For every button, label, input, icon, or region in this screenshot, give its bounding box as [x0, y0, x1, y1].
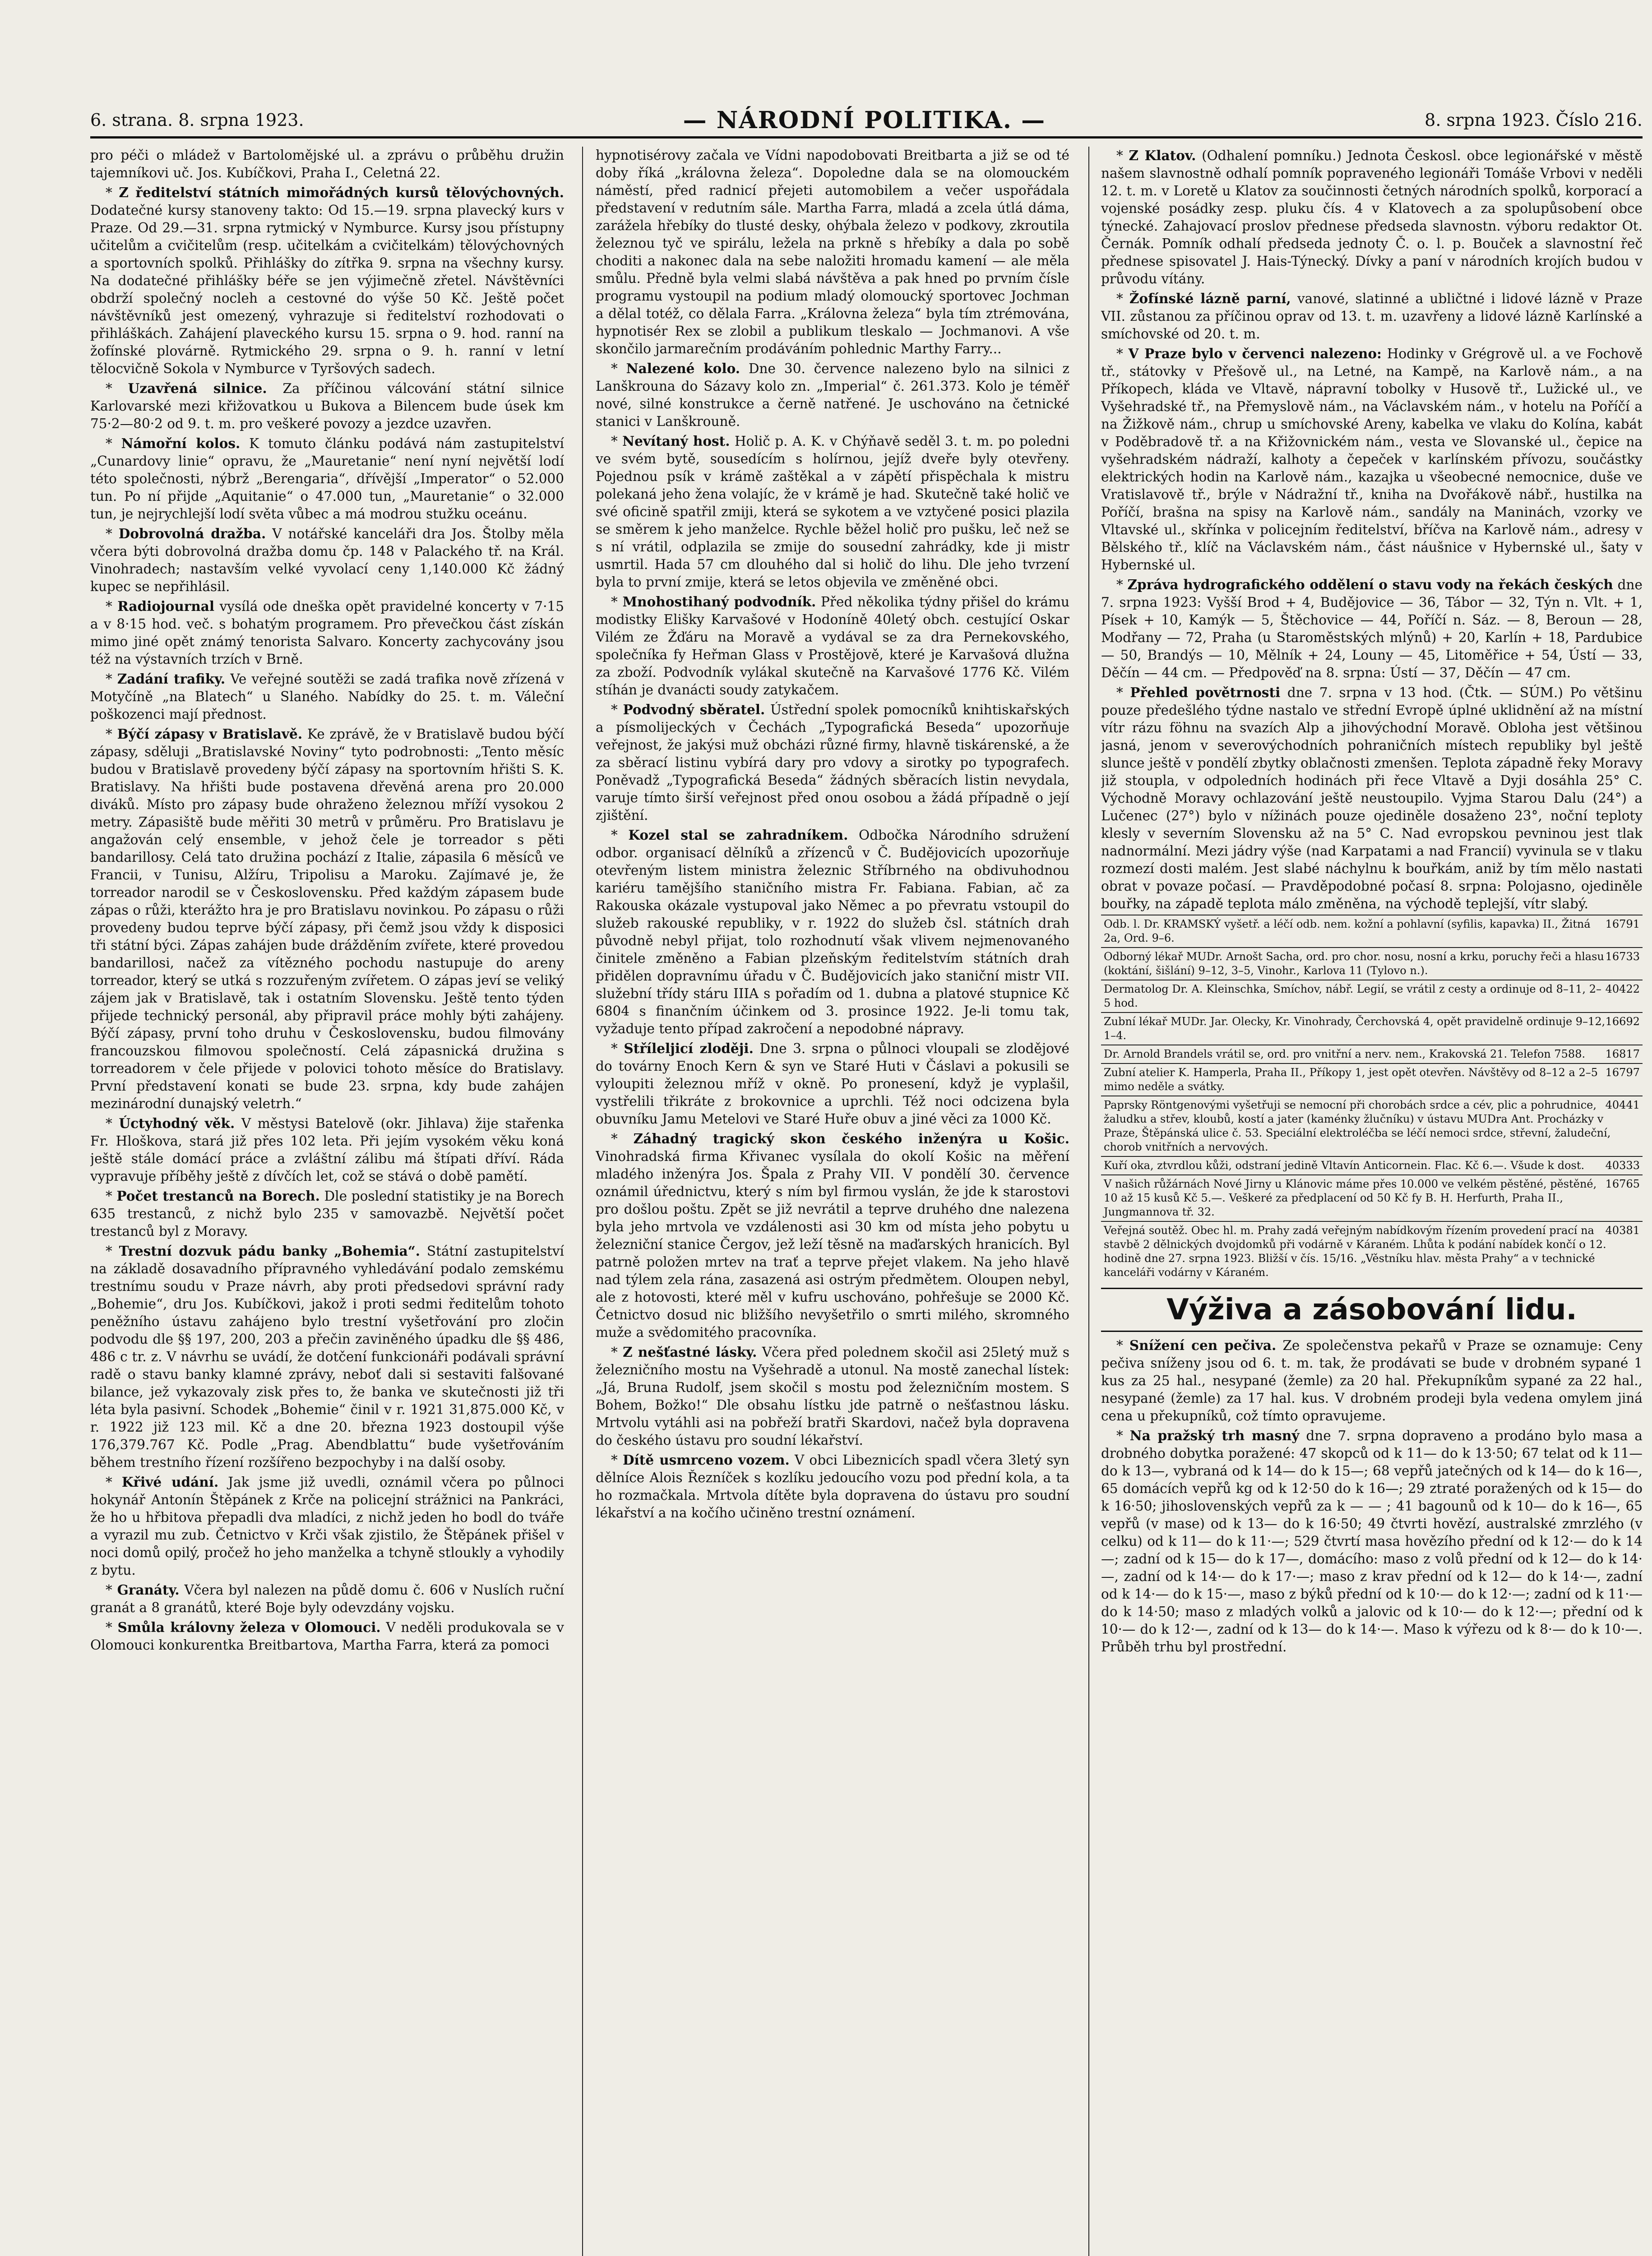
article-body: Dodatečné kursy stanoveny takto: Od 15.—19. srpna plavecký kurs v Praze. Od 29.—31. srpna rytmický v Nymburce. Kursy jsou přístupny učitelům a cvičitelům (resp. učitelkám a cvičitelkám) tělovýchovných a sportovních spolků. Přihlášky do zítřka 9. srpna na všechny kursy. Na dodatečné přihlášky béře se jen výjimečně zřetel. Návštěvníci obdrží společný nocleh a cestovné do výše 50 Kč. Ještě počet návštěvníků jest omezený, vyhrazuje si ředitelství rozhodovati o přihláškách. Zahájení plaveckého kursu 15. srpna o 9. hod. ranní na žofínské plovárně. Rytmického 29. srpna o 9. h. ranní v letní tělocvičně Sokola v Nymburce v Tyršových sadech. — [90, 203, 564, 376]
ad-text: Kuří oka, ztvrdlou kůži, odstraní jedině Vltavín Anticornein. Flac. Kč 6.—. Všude k dost. — [1104, 1159, 1585, 1172]
bullet-star-icon: * — [106, 671, 117, 687]
article-body: Ve veřejné soutěži se zadá trafika nově zřízená v Motyčíně „na Blatech“ u Slaného. Nabídky do 25. t. m. Váleční poškozenci mají přednost. — [90, 671, 564, 722]
bullet-star-icon: * — [106, 1582, 117, 1598]
article-body: Včera před polednem skočil asi 25letý muž s železničního mostu na Vyšehradě a utonul. Na mostě zanechal lístek: „Já, Bruna Rudolf, jsem skočil s mostu pod železničním mostem. S Bohem, Božko!“ Dle obsahu lístku jde patrně o nešťastnou lásku. Mrtvolu vytáhli asi na pobřeží bratři Skardovi, načež byla dopravena do českého ústavu pro soudní lékařství. — [596, 1345, 1069, 1448]
article-headline: Nalezené kolo. — [626, 361, 740, 376]
column-1 — [90, 147, 564, 2256]
article-body: vysílá ode dneška opět pravidelné koncerty v 7·15 a v 8·15 hod. več. s bohatým programem. Pro převečkou část získán mimo jiné opět známý tenorista Salvaro. Koncerty zachycovány jsou též na výstavních trzích v Brně. — [90, 599, 564, 667]
article — [1101, 684, 1643, 913]
bullet-star-icon: * — [611, 702, 623, 717]
advertisement — [1101, 1045, 1643, 1063]
ad-text: Veřejná soutěž. Obec hl. m. Prahy zadá veřejným nabídkovým řízením provedení prací na stavbě 2 dělnických dvojdomků při vodárně v Káraném. Lhůta k podání nabídek končí o 12. hodině dne 27. srpna 1923. Bližší v čís. 15/16. „Věstníku hlav. města Prahy“ a v technické kanceláři vodárny v Káraném. — [1104, 1224, 1606, 1279]
article-body: Ke zprávě, že v Bratislavě budou býčí zápasy, sděluji „Bratislavské Noviny“ tyto podrobnosti: „Tento měsíc budou v Bratislavě provedeny býčí zápasy na sportovním hřišti S. K. Bratislavy. Na hřišti bude postavena dřevěná arena pro 20.000 diváků. Místo pro zápasy bude ohraženo železnou mříží vysokou 2 metry. Zápasiště bude měřiti 30 metrů v průměru. Pro Bratislavu je angažován celý ensemble, v jehož čele je torreador s pěti bandarillosy. Celá tato družina pochází z Italie, zápasila 6 měsíců ve Francii, v Tunisu, Alžíru, Tripolisu a Maroku. Zajímavé je, že torreador narodil se v Československu. Před každým zápasem bude zápas o růži, kterážto hra je pro Bratislavu novinkou. Po zápasu o růži provedeny budou teprve býčí zápasy, při čemž jsou vždy k disposici tři státní býci. Zápas zahájen bude drážděním zvířete, které provedou bandarillosi, načež za vítězného pochodu nastupuje do areny torreador, který se utká s rozzuřeným zvířetem. O zápas jeví se veliký zájem jak v Bratislavě, tak i ostatním Slovensku. Ještě tento týden přijede technický personál, aby připravil práce mohly býti zahájeny. Býčí zápasy, první toho druhu v Československu, budou filmovány francouzskou filmovou společností. Celá zápasnická družina s torreadorem v čele přijede v polovici tohoto měsíce do Bratislavy. První představení konati se bude 23. srpna, kdy bude zahájen mezinárodní dunajský veletrh.“ — [90, 726, 564, 1111]
column-2 — [596, 147, 1069, 2256]
article — [596, 360, 1069, 430]
advertisement — [1101, 1174, 1643, 1221]
article-headline: Přehled povětrnosti — [1130, 684, 1281, 700]
bullet-star-icon: * — [611, 361, 626, 376]
article-headline: Z nešťastné lásky. — [623, 1344, 757, 1360]
newspaper-title: — NÁRODNÍ POLITIKA. — — [683, 106, 1046, 134]
ad-number: 16817 — [1605, 1048, 1640, 1060]
ad-number: 16797 — [1605, 1066, 1640, 1079]
article — [90, 670, 564, 723]
article — [596, 1130, 1069, 1341]
bullet-star-icon: * — [106, 436, 121, 451]
ad-number: 16791 — [1605, 918, 1640, 930]
bullet-star-icon: * — [106, 185, 119, 200]
advertisement — [1101, 947, 1643, 980]
article-headline: Počet trestanců na Borech. — [116, 1188, 320, 1204]
page-date-right: 8. srpna 1923. Číslo 216. — [1425, 110, 1643, 130]
ad-number: 40441 — [1605, 1099, 1640, 1111]
bullet-star-icon: * — [1116, 148, 1129, 163]
column-divider — [1088, 147, 1089, 2256]
article-body: Ze společenstva pekařů v Praze se oznamuje: Ceny pečiva sníženy jsou od 6. t. m. tak, že prodávati se bude v drobném sypané 1 kus za 25 hal., nesypané (žemle) za 20 hal. Překupníkům sypané za 22 hal., nesypané (žemle) za 17 hal. kus. V drobném prodeji byla vedena omylem jiná cena u překupníků, což tímto opravujeme. — [1101, 1338, 1643, 1424]
article-headline: Na pražský trh masný — [1129, 1428, 1300, 1443]
advertisement — [1101, 1012, 1643, 1045]
article-body: vanové, slatinné a ubličtné i lidové lázně v Praze VII. zůstanou za příčinou oprav od 13. t. m. uzavřeny a lidové lázně Karlínské a smíchovské od 20. t. m. — [1101, 291, 1643, 342]
article — [1101, 576, 1643, 682]
ad-number: 40422 — [1605, 983, 1640, 995]
article-headline: Záhadný tragický skon českého inženýra u Košic. — [633, 1131, 1069, 1146]
article-body: V neděli produkovala se v Olomouci konkurentka Breitbartova, Martha Farra, která za pomoci — [90, 1620, 564, 1653]
column-divider — [582, 147, 583, 2256]
article — [1101, 1427, 1643, 1656]
article-body: dne 7. srpna dopraveno a prodáno bylo masa a drobného dobytka poražené: 47 skopců od k 11— do k 13·50; 67 telat od k 11— do k 13—, vybraná od k 14— do k 15—; 68 vepřů jatečných od k 14— do k 16—, 65 domácích vepřů kg od k 12·50 do k 16—; 29 ztraté poražených od k 15— do k 16·50; jihoslovenských vepřů za k — — ; 41 bagounů od k 10— do k 16—, 65 vepřů (v mase) od k 13— do k 16·50; 49 čtvrti hovězí, australské zmrzlého (v celku) od k 11— do k 11·—; 529 čtvrtí masa hovězího přední od k 12·— do k 14—; zadní od k 15— do k 17—, domácího: maso z volů přední od k 12— do k 14·—, zadní od k 14·— do k 17·—; maso z krav přední od k 12— do k 14·—, zadní od k 14·— do k 15·—, maso z býků přední od k 10·— do k 12·—; zadní od k 11·— do k 14·50; maso z mladých volků a jalovic od k 10·— do k 12·—; přední od k 10·— do k 12·—, zadní od k 13— do k 14·—. Maso k výřezu od k 8·— do k 10·—. Průběh trhu byl prostřední. — [1101, 1428, 1643, 1655]
bullet-star-icon: * — [106, 526, 119, 541]
article-headline: V Praze bylo v červenci nalezeno: — [1128, 346, 1382, 361]
article-headline: Smůla královny železa v Olomouci. — [117, 1619, 381, 1635]
article — [596, 432, 1069, 591]
article-body: Jak jsme již uvedli, oznámil včera po půlnoci hokynář Antonín Štěpánek z Krče na policejní strážnici na Pankráci, že ho u hřbitova přepadli dva mladíci, z nichž jeden ho bodl do tváře a vyrazil mu zub. Četnictvo v Krči však zjistilo, že Štěpánek přišel v noci domů opilý, pročež ho jeho manželka a tchyně stloukly a vyhodily z bytu. — [90, 1475, 564, 1578]
article-headline: Žofínské lázně parní, — [1129, 291, 1291, 306]
bullet-star-icon: * — [106, 726, 117, 742]
advertisement — [1101, 1063, 1643, 1096]
article — [90, 1114, 564, 1185]
page-date-left: 6. strana. 8. srpna 1923. — [90, 110, 304, 130]
article — [596, 1343, 1069, 1449]
article-body: V obci Libeznicích spadl včera 3letý syn dělníce Alois Řezníček s kozlíku jedoucího vozu pod přední kola, a ta ho rozmačkala. Mrtvola dítěte byla dopravena do ústavu pro soudní lékařství a na kočího učiněno trestní oznámení. — [596, 1452, 1069, 1521]
article — [90, 379, 564, 433]
section-heading: Výživa a zásobování lidu. — [1101, 1288, 1643, 1332]
article-headline: Zpráva hydrografického oddělení o stavu vody na řekách českých — [1127, 577, 1613, 592]
advertisement — [1101, 980, 1643, 1012]
ad-number: 16765 — [1605, 1178, 1640, 1190]
newspaper-page — [90, 104, 1643, 2256]
ad-number: 16692 — [1605, 1015, 1640, 1028]
article — [90, 1581, 564, 1617]
article-headline: Dítě usmrceno vozem. — [622, 1452, 790, 1468]
article-headline: Trestní dozvuk pádu banky „Bohemia“. — [119, 1243, 420, 1259]
article-body: Státní zastupitelství na základě dosavadního přípravného vyhledávání podalo zemskému trestnímu soudu v Praze návrh, aby proti předsedovi správní rady „Bohemie“, dru Jos. Kubíčkovi, jakož i proti sedmi ředitelům tohoto peněžního ústavu zahájeno bylo trestní vyšetřování pro zločin podvodu dle §§ 197, 200, 203 a přečin zaviněného úpadku dle §§ 486, 486 c tr. z. V návrhu se uvádí, že dotčení funkcionáři podávali správní radě o stavu banky klamné zprávy, neboť dali si sestaviti falšované bilance, jež vykazovaly zisk přes to, že banka ve skutečnosti již tři léta byla pasivní. Schodek „Bohemie“ činil v r. 1921 31,875.000 Kč, v r. 1922 již 123 mil. Kč a dne 20. března 1923 dostoupil výše 176,379.767 Kč. Podle „Prag. Abendblattu“ bude vyšetřováním během trestního řízení rozšířeno bezpochyby i na další osoby. — [90, 1244, 564, 1470]
article — [90, 1618, 564, 1654]
bullet-star-icon: * — [611, 1452, 623, 1468]
article-headline: Býčí zápasy v Bratislavě. — [117, 726, 303, 742]
article-body: dne 7. srpna 1923: Vyšší Brod + 4, Budějovice — 36, Tábor — 32, Týn n. Vlt. + 1, Písek + 10, Kamýk — 5, Štěchovice — 44, Poříčí n. Sáz. — 8, Beroun — 28, Modřany — 72, Praha (u Staroměstských mlýnů) + 20, Karlín + 18, Pardubice — 50, Brandýs — 10, Mělník + 24, Louny — 45, Litoměřice + 54, Ústí — 33, Děčín — 44 cm. — Předpověď na 8. srpna: Ústí — 37, Děčín — 47 cm. — [1101, 577, 1643, 680]
article-headline: Nevítaný host. — [622, 433, 730, 449]
article — [1101, 147, 1643, 288]
bullet-star-icon: * — [611, 594, 623, 610]
article-headline: Křivé udání. — [121, 1474, 219, 1490]
column-3 — [1101, 147, 1643, 2256]
article-headline: Dobrovolná dražba. — [118, 526, 266, 541]
article-body: Vinohradská firma Křivanec vysílala do okolí Košic na měření mladého inženýra Jos. Špala z Prahy VII. V pondělí 30. července oznámil úřednictvu, který s ním byl firmou vyslán, že jde k starostovi pro došlou poštu. Zpět se již nevrátil a teprve druhého dne nalezena byla jeho mrtvola ve vzdálenosti asi 30 km od místa jeho pobytu u železniční stanice Čergov, jež leží těsně na maďarských hranicích. Byl patrně položen mrtev na trať a teprve přejet vlakem. Na jeho hlavě nad týlem zela rána, zasazená asi ostrým předmětem. Oloupen nebyl, ale z hotovosti, které měl v kufru uschováno, pohřešuje se 2000 Kč. Četnictvo dosud nic bližšího nevyšetřilo o smrti milého, skromného muže a svědomitého pracovníka. — [596, 1149, 1069, 1340]
article-body: Včera byl nalezen na půdě domu č. 606 v Nuslích ruční granát a 8 granátů, které Boje byly odevzdány vojsku. — [90, 1582, 564, 1615]
ad-text: Paprsky Röntgenovými vyšetřuji se nemocní při chorobách srdce a cév, plic a pohrudnice, žaludku a střev, kloubů, kostí a jater (kaménky žlučníku) v ústavu MUDra Ant. Procházky v Praze, Štěpánská ulice č. 53. Speciální elektroléčba se léčí nemoci srdce, střevní, žaludeční, chorob vnitřních a nervových. — [1104, 1099, 1611, 1153]
article-body: Dne 30. července nalezeno bylo na silnici z Lanškrouna do Sázavy kolo zn. „Imperial“ č. 261.373. Kolo je téměř nové, silné konstrukce a černě natřené. Je uschováno na četnické stanici v Lanškrouně. — [596, 361, 1069, 429]
article — [596, 147, 1069, 358]
article-headline: Z ředitelství státních mimořádných kursů tělovýchovných. — [119, 185, 564, 200]
article-headline: Radiojournal — [117, 598, 215, 614]
bullet-star-icon: * — [1116, 291, 1129, 306]
ad-text: Odb. l. Dr. KRAMSKÝ vyšetř. a léčí odb. nem. kožní a pohlavní (syfilis, kapavka) II., Žitná 2a, Ord. 9–6. — [1104, 918, 1591, 944]
article — [1101, 1336, 1643, 1425]
advertisement — [1101, 1096, 1643, 1156]
article — [1101, 345, 1643, 574]
article-headline: Zadání trafiky. — [117, 671, 226, 687]
article — [596, 1451, 1069, 1522]
article — [596, 826, 1069, 1038]
article-headline: Mnohostihaný podvodník. — [622, 594, 816, 610]
article — [90, 184, 564, 378]
bullet-star-icon: * — [106, 599, 118, 614]
article — [90, 725, 564, 1113]
ad-text: Zubní atelier K. Hamperla, Praha II., Příkopy 1, jest opět otevřen. Návštěvy od 8–12 a 2–5 mimo neděle a svátky. — [1104, 1066, 1598, 1093]
article-headline: Úctyhodný věk. — [119, 1115, 235, 1131]
bullet-star-icon: * — [106, 1620, 118, 1635]
article-body: Dne 3. srpna o půlnoci vloupali se zlodějové do továrny Enoch Kern & syn ve Staré Huti v Čáslavi a pokusili se vyloupiti železnou mříž v okně. Po pronesení, když je vyplašil, vystřelili třikráte z brokovnice a uprchli. Též noci odcizena byla obuvníku Jamu Metelovi ve Staré Huře obuv a jiné věci za 1000 Kč. — [596, 1041, 1069, 1127]
article — [90, 1242, 564, 1471]
bullet-star-icon: * — [611, 1041, 624, 1056]
article — [90, 1187, 564, 1240]
ad-text: Odborný lékař MUDr. Arnošt Sacha, ord. pro chor. nosu, nosní a krku, poruchy řeči a hlasu (koktání, šišlání) 9–12, 3–5, Vinohr., Karlova 11 (Tylovo n.). — [1104, 950, 1604, 977]
bullet-star-icon: * — [106, 1188, 117, 1204]
article-body: dne 7. srpna v 13 hod. (Čtk. — SÚM.) Po většinu pouze předešlého týdne nastalo ve střední Evropě úplné uklidnění až na místní vítr rázu föhnu na svazích Alp a jihovýchodní Moravě. Obloha jest většinou jasná, jenom v severovýchodních pohraničních místech republiky byl ještě slunce ještě v pondělí zbytky oblačnosti zmenšen. Teplota západně řeky Moravy již stoupla, v odpoledních hodinách při řece Vltavě a Dyji dosáhla 25° C. Východně Moravy ochlazování ještě neustoupilo. Vyjma Starou Dalu (24°) a Lučenec (27°) bylo v nížinách pouze ojediněle dosaženo 23°, noční teploty klesly v severním Slovensku až na 5° C. Nad evropskou pevninou jest tlak nadnormální. Mezi jádry výše (nad Karpatami a nad Francií) vyvinula se v tlaku rozmezí dosti malém. Jest slabé náchylnu k bouřkám, aniž by tím mělo nastati obrat v povaze počasí. — Pravděpodobné počasí 8. srpna: Polojasno, ojediněle bouřky, na západě teplota málo změněna, na východě teplejší, vítr slabý. — [1101, 685, 1643, 911]
article-headline: Podvodný sběratel. — [623, 702, 765, 717]
article — [90, 525, 564, 596]
ad-number: 40381 — [1605, 1224, 1640, 1237]
article-body: hypnotisérovy začala ve Vídni napodobovati Breitbarta a již se od té doby říká „královna železa“. Dopoledne dala se na olomouckém náměstí, před radnicí přejeti automobilem a večer uspořádala představení v redutním sále. Martha Farra, mladá a zcela útlá dáma, zarážela hřebíky do tlusté desky, ohýbala železo v podkovy, zkroutila železnou tyč ve spirálu, ležela na prkně s hřebíky a dala po sobě choditi a nakonec dala na sebe naložiti hromadu kamení — ale měla smůlu. Předně byla velmi slabá návštěva a pak hned po prvním čísle programu vystoupil na podium mladý olomoucký sportovec Jochman a dělal totéž, co dělala Farra. „Královna železa“ byla tím ztrémována, hypnotisér Rex se zlobil a publikum tleskalo — Jochmanovi. A vše skončilo jarmarečním prodáváním pohlednic Marthy Farry... — [596, 148, 1069, 356]
advertisement — [1101, 915, 1643, 947]
bullet-star-icon: * — [611, 828, 629, 843]
bullet-star-icon: * — [106, 1475, 122, 1490]
ad-number: 16733 — [1605, 950, 1640, 963]
bullet-star-icon: * — [1116, 577, 1128, 592]
article-headline: Uzavřená silnice. — [128, 380, 267, 396]
article — [90, 435, 564, 523]
article-headline: Kozel stal se zahradníkem. — [628, 827, 848, 843]
bullet-star-icon: * — [106, 1116, 119, 1131]
article-headline: Z Klatov. — [1129, 148, 1196, 163]
bullet-star-icon: * — [1116, 685, 1130, 700]
article-body: Před několika týdny přišel do krámu modistky Elišky Karvašové v Hodoníně 40letý obch. cestující Oskar Vilém ze Žďáru na Moravě a vydával se za dra Pernekovského, společníka fy Heřman Glass v Prostějově, které je Karvašová dlužna za zboží. Podvodník vylákal skutečně na Karvašové 1776 Kč. Vilém stíhán je dvanácti soudy zatykačem. — [596, 594, 1069, 698]
article-body: Holič p. A. K. v Chýňavě seděl 3. t. m. po poledni ve svém bytě, sousedícím s holírnou, jejíž dveře byly otevřeny. Pojednou psík v krámě zaštěkal a v zápětí přispěchala k mistru polekaná jeho žena volajíc, že v krámě je had. Skutečně také holič ve své oficině spatřil zmiji, která se sykotem a ve vztyčené posici plazila se směrem k jeho manželce. Rychle běžel holič pro pušku, leč než se s ní vrátil, odplazila se zmije do sousední zahrádky, kde ji mistr usmrtil. Hada 57 cm dlouhého dal si holič do lihu. Dle jeho tvrzení byla to první zmije, která se letos objevila ve změněné obci. — [596, 434, 1069, 590]
article-headline: Snížení cen pečiva. — [1129, 1337, 1277, 1353]
article — [596, 593, 1069, 699]
article — [90, 147, 564, 182]
bullet-star-icon: * — [611, 1345, 623, 1360]
article — [1101, 290, 1643, 343]
ad-text: Dermatolog Dr. A. Kleinschka, Smíchov, nábř. Legií, se vrátil z cesty a ordinuje od 8–11, 2–5 hod. — [1104, 983, 1601, 1009]
bullet-star-icon: * — [106, 1244, 119, 1259]
article-body: Dle poslední statistiky je na Borech 635 trestanců, z nichž bylo 235 v samovazbě. Největší počet trestanců byl z Moravy. — [90, 1188, 564, 1239]
bullet-star-icon: * — [1116, 1428, 1130, 1443]
masthead — [90, 104, 1643, 139]
bullet-star-icon: * — [611, 1131, 634, 1146]
article — [90, 1473, 564, 1579]
ad-number: 40333 — [1605, 1159, 1640, 1172]
article — [596, 1040, 1069, 1128]
bullet-star-icon: * — [1116, 346, 1129, 361]
article-headline: Námořní kolos. — [121, 435, 241, 451]
ad-text: Dr. Arnold Brandels vrátil se, ord. pro vnitřní a nerv. nem., Krakovská 21. Telefon 7588. — [1104, 1048, 1586, 1060]
advertisement — [1101, 1156, 1643, 1174]
article-body: Ústřední spolek pomocníků knihtiskařských a písmolijeckých v Čechách „Typografická Beseda“ upozorňuje veřejnost, že jakýsi muž obcházi různé firmy, hlavně tiskárenské, a že za sběrací listinu vybírá dary pro vdovy a sirotky po typografech. Poněvadž „Typografická Beseda“ žádných sběracích listin nevydala, varuje tímto širší veřejnost před onou osobou a žádá případně o její zjištění. — [596, 702, 1069, 823]
bullet-star-icon: * — [106, 381, 128, 396]
article-body: Za příčinou válcování státní silnice Karlovarské mezi křižovatkou u Bukova a Bilencem bude úsek km 75·2—80·2 od 9. t. m. pro veškeré povozy a jezdce uzavřen. — [90, 381, 564, 431]
article-body: (Odhalení pomníku.) Jednota Českosl. obce legionářské v městě našem slavnostně odhalí pomník popraveného legionáři Tomáše Vrbovi v neděli 12. t. m. v Loretě u Klatov za součinnosti četných národních spolků, korporací a vojenské posádky zesp. pluku čís. 4 v Klatovech a za spolupůsobení obce týnecké. Zahajovací proslov přednese předseda slavnostn. výboru redaktor Ot. Černák. Pomník odhalí předseda jednoty Č. o. l. p. Bouček a slavnostní řeč přednese spisovatel J. Hais-Týnecký. Dívky a paní v národních krojích budou v průvodu vítány. — [1101, 148, 1643, 287]
article-headline: Stříleljicí zloději. — [624, 1040, 754, 1056]
advertisement — [1101, 1221, 1643, 1281]
article-body: pro péči o mládež v Bartolomějské ul. a zprávu o průběhu družin tajemníkovi uč. Jos. Kubíčkovi, Praha I., Celetná 22. — [90, 148, 564, 180]
article-body: K tomuto článku podává nám zastupitelství „Cunardovy linie“ opravu, že „Mauretanie“ není nyní největší lodí této společnosti, nýbrž „Berengaria“, dřívější „Imperator“ o 52.000 tun. Po ní přijde „Aquitanie“ o 47.000 tun, „Mauretanie“ o 32.000 tun, je nejrychlejší lodí světa vůbec a má modrou stužku oceánu. — [90, 436, 564, 522]
ad-text: Zubní lékař MUDr. Jar. Olecky, Kr. Vinohrady, Čerchovská 4, opět pravidelně ordinuje 9–12, 1–4. — [1104, 1015, 1606, 1042]
ad-text: V našich růžárnách Nové Jirny u Klánovic máme přes 10.000 ve velkém pěstěné, pěstěné, 10 až 15 kusů Kč 5.—. Veškeré za předplacení od 50 Kč fy B. H. Herfurth, Praha II., Jungmannova tř. 32. — [1104, 1178, 1597, 1218]
bullet-star-icon: * — [611, 434, 623, 449]
article-body: V městysi Batelově (okr. Jihlava) žije stařenka Fr. Hloškova, stará již přes 102 leta. Při jejím vysokém věku koná ještě stále domácí práce a zvláštní zálibu má štípati dříví. Ráda vypravuje příběhy ještě z dívčích let, což se stává o době pamětí. — [90, 1116, 564, 1184]
article-body: Hodinky v Grégrově ul. a ve Fochově tř., státovky v Přešově ul., na Letné, na Kampě, na Karlově nám., a na Příkopech, kláda ve Vltavě, nápravní tobolky v Husově tř., Lužické ul., ve Vyšehradské tř., na Přemyslově nám., na Václavském nám., v hotelu na Poříčí a na Žižkově nám., chrup u smíchovské Areny, kabelka ve vlaku do Kolína, kabát v Poděbradově tř. a na Křižovnickém nám., vesta ve Slovanské ul., čepice na vyšehradském nádraží, kalhoty a čepeček v karlínském přívozu, součástky elektrických hodin na Karlově nám., kazajka u všeobecné nemocnice, duše ve Vratislavově tř., brýle v Nádražní tř., kniha na Dvořákově nábř., hustilka na Poříčí, brašna na spisy na Karlově nám., sandály na Maninách, vzorky ve Vltavské ul., skřínka v policejním ředitelství, bříčva na Karlově nám., adresy v Bělského tř., klíč na Václavském nám., část náušnice v Hybernské ul., šaty v Hybernské ul. — [1101, 346, 1643, 573]
article-body: V notářské kanceláři dra Jos. Štolby měla včera býti dobrovolná dražba domu čp. 148 v Palackého tř. na Král. Vinohradech; nastavším velké vyvolací ceny 1,140.000 Kč žádný kupec se nepřihlásil. — [90, 526, 564, 594]
bullet-star-icon: * — [1116, 1338, 1129, 1353]
article — [596, 701, 1069, 824]
article — [90, 597, 564, 668]
article-body: Odbočka Národního sdružení odbor. organisací dělníků a zřízenců v Č. Budějovicích upozorňuje otevřeným listem ministra železnic Stříbrného na obdivuhodnou kariéru tamějšího staničního mistra Fr. Fabiana. Fabian, ač za Rakouska okázale vystupoval jako Němec a po převratu vstoupil do služeb rakouské republiky, v r. 1922 do služeb čsl. státních drah původně nebyl přijat, tolo rozhodnutí však vlivem nejmenovaného činitele změněno a Fabian plzeňským ředitelstvím státních drah přidělen dopravnímu úřadu v Č. Budějovicích jako staniční mistr VII. služební třídy stáru IIIA s pořadím od 1. dubna a platové stupnice Kč 6804 s finančním účinkem od 3. prosince 1922. Je-li tomu tak, vyžaduje tento případ zakročení a nepodobné nápravy. — [596, 828, 1069, 1036]
article-headline: Granáty. — [117, 1582, 180, 1598]
